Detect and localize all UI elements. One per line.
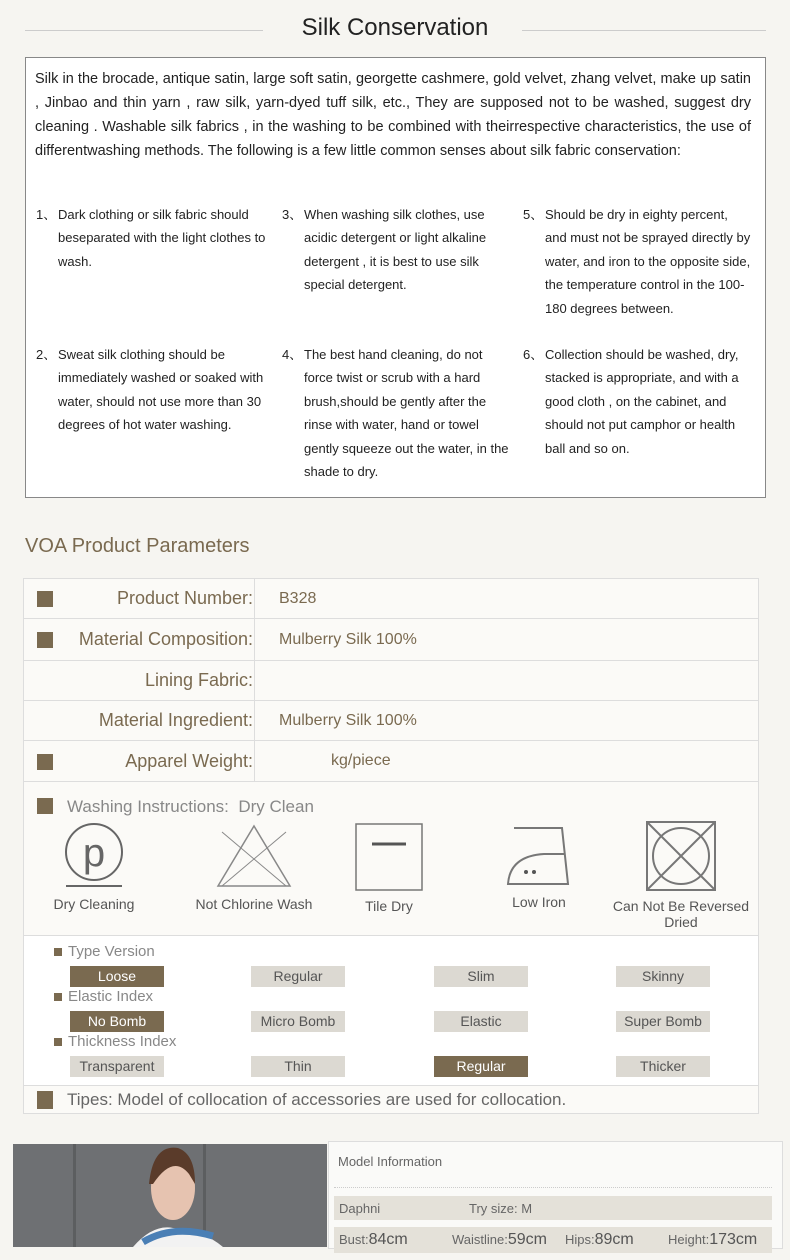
tip-item	[282, 203, 512, 297]
tipes-row	[24, 1086, 758, 1114]
tip-text: Sweat silk clothing should be immediately washed or soaked with water, should not use more than 30 degrees of hot water washing.	[58, 347, 264, 433]
model-image	[13, 1144, 327, 1247]
type-version-option: Skinny	[616, 966, 710, 987]
tip-number: 2、	[36, 347, 57, 362]
washing-value: Dry Clean	[238, 797, 314, 816]
tile-dry-icon	[354, 822, 424, 892]
tip-item	[36, 203, 266, 273]
tip-number: 4、	[282, 347, 303, 362]
svg-text:p: p	[82, 831, 106, 875]
tip-number: 6、	[523, 347, 544, 362]
param-label: Material Ingredient:	[98, 710, 253, 730]
bullet-icon	[37, 591, 53, 607]
conservation-box	[25, 57, 766, 498]
waist: 59cm	[507, 1231, 547, 1248]
elastic-index-option: No Bomb	[70, 1011, 164, 1032]
crossed-triangle-icon	[214, 824, 294, 890]
params-table	[23, 578, 759, 1114]
param-label: Material Composition:	[78, 629, 253, 649]
try-size: Try size: M	[469, 1200, 533, 1216]
crossed-tumble-dry-icon	[643, 820, 719, 892]
washing-row	[24, 782, 758, 936]
tip-number: 5、	[523, 207, 544, 222]
param-value: Mulberry Silk 100%	[279, 630, 417, 648]
thickness-index-option: Thin	[251, 1056, 345, 1077]
model-info	[328, 1141, 783, 1249]
param-label: Lining Fabric:	[144, 670, 253, 690]
param-value: kg/piece	[331, 752, 391, 769]
tipes-text: Tipes: Model of collocation of accessories are used for collocation.	[67, 1090, 567, 1109]
washing-label: Washing Instructions:	[67, 797, 229, 816]
elastic-index-option: Elastic	[434, 1011, 528, 1032]
param-label: Apparel Weight:	[125, 750, 253, 771]
thickness-index-label: Thickness Index	[54, 1033, 176, 1050]
iron-icon	[504, 826, 574, 888]
tip-text: The best hand cleaning, do not force twist or scrub with a hard brush,should be gently after the rinse with water, hand or towel gently squeeze out the water, in the shade to dry.	[304, 347, 509, 480]
type-version-option: Slim	[434, 966, 528, 987]
model-name-row	[334, 1196, 772, 1220]
elastic-index-option: Micro Bomb	[251, 1011, 345, 1032]
bullet-icon	[37, 1091, 53, 1109]
model-info-heading: Model Information	[338, 1154, 443, 1169]
tile-dry: Tile Dry	[334, 822, 444, 914]
fit-section	[24, 936, 758, 1086]
bullet-icon	[54, 1038, 62, 1046]
dry-clean-p-icon	[62, 822, 126, 890]
dry-cleaning: p Dry Cleaning	[34, 822, 154, 912]
param-row	[24, 701, 758, 741]
params-heading: VOA Product Parameters	[25, 535, 250, 557]
tip-text: Collection should be washed, dry, stacked is appropriate, and with a good cloth , on the cabinet, and should not put camphor or health ball and so on.	[545, 347, 739, 456]
height: 173cm	[709, 1231, 758, 1248]
measurements-row: Bust:84cm Waistline:59cm Hips:89cm Height:173cm	[334, 1227, 772, 1253]
model-photo	[13, 1144, 327, 1247]
tip-item	[36, 343, 266, 437]
param-row	[24, 579, 758, 619]
bullet-icon	[37, 754, 53, 770]
param-row	[24, 619, 758, 661]
model-name: Daphni	[339, 1200, 381, 1216]
param-row	[24, 661, 758, 701]
tip-item	[523, 203, 753, 320]
intro-text: Silk in the brocade, antique satin, large soft satin, georgette cashmere, gold velvet, zhang velvet, make up satin , Jinbao and thin yarn , raw silk, yarn-dyed tuff silk, etc., They are supposed not to be washed, suggest dry cleaning . Washable silk fabrics , in the washing to be combined with theirrespective characteristics, the use of differentwashing methods. The following is a few little common senses about silk fabric conservation:	[35, 71, 751, 159]
bullet-icon	[37, 632, 53, 648]
thickness-index-option: Thicker	[616, 1056, 710, 1077]
param-value: B328	[279, 589, 317, 607]
type-version-label: Type Version	[54, 943, 155, 960]
thickness-index-option: Transparent	[70, 1056, 164, 1077]
type-version-option: Regular	[251, 966, 345, 987]
bust: 84cm	[368, 1231, 408, 1248]
elastic-index-option: Super Bomb	[616, 1011, 710, 1032]
param-row	[24, 741, 758, 782]
tip-text: Should be dry in eighty percent, and must not be sprayed directly by water, and iron to the opposite side, the temperature control in the 100-180 degrees between.	[545, 207, 751, 316]
tip-item	[282, 343, 512, 483]
tip-number: 1、	[36, 207, 57, 222]
bullet-icon	[54, 948, 62, 956]
type-version-option: Loose	[70, 966, 164, 987]
hips: 89cm	[594, 1231, 634, 1248]
bullet-icon	[54, 993, 62, 1001]
page-title: Silk Conservation	[301, 14, 489, 41]
tip-text: When washing silk clothes, use acidic detergent or light alkaline detergent , it is best to use silk special detergent.	[304, 207, 487, 293]
thickness-index-option: Regular	[434, 1056, 528, 1077]
elastic-index-label: Elastic Index	[54, 988, 153, 1005]
param-value: Mulberry Silk 100%	[279, 711, 417, 729]
tip-number: 3、	[282, 207, 303, 222]
low-iron: Low Iron	[484, 826, 594, 910]
tip-text: Dark clothing or silk fabric should beseparated with the light clothes to wash.	[58, 207, 266, 269]
param-label: Product Number:	[116, 588, 253, 608]
no-tumble-dry: Can Not Be Reversed Dried	[606, 820, 756, 930]
bullet-icon	[37, 798, 53, 814]
tip-item	[523, 343, 753, 460]
not-chlorine-wash: Not Chlorine Wash	[184, 824, 324, 912]
model-section	[13, 1144, 783, 1248]
